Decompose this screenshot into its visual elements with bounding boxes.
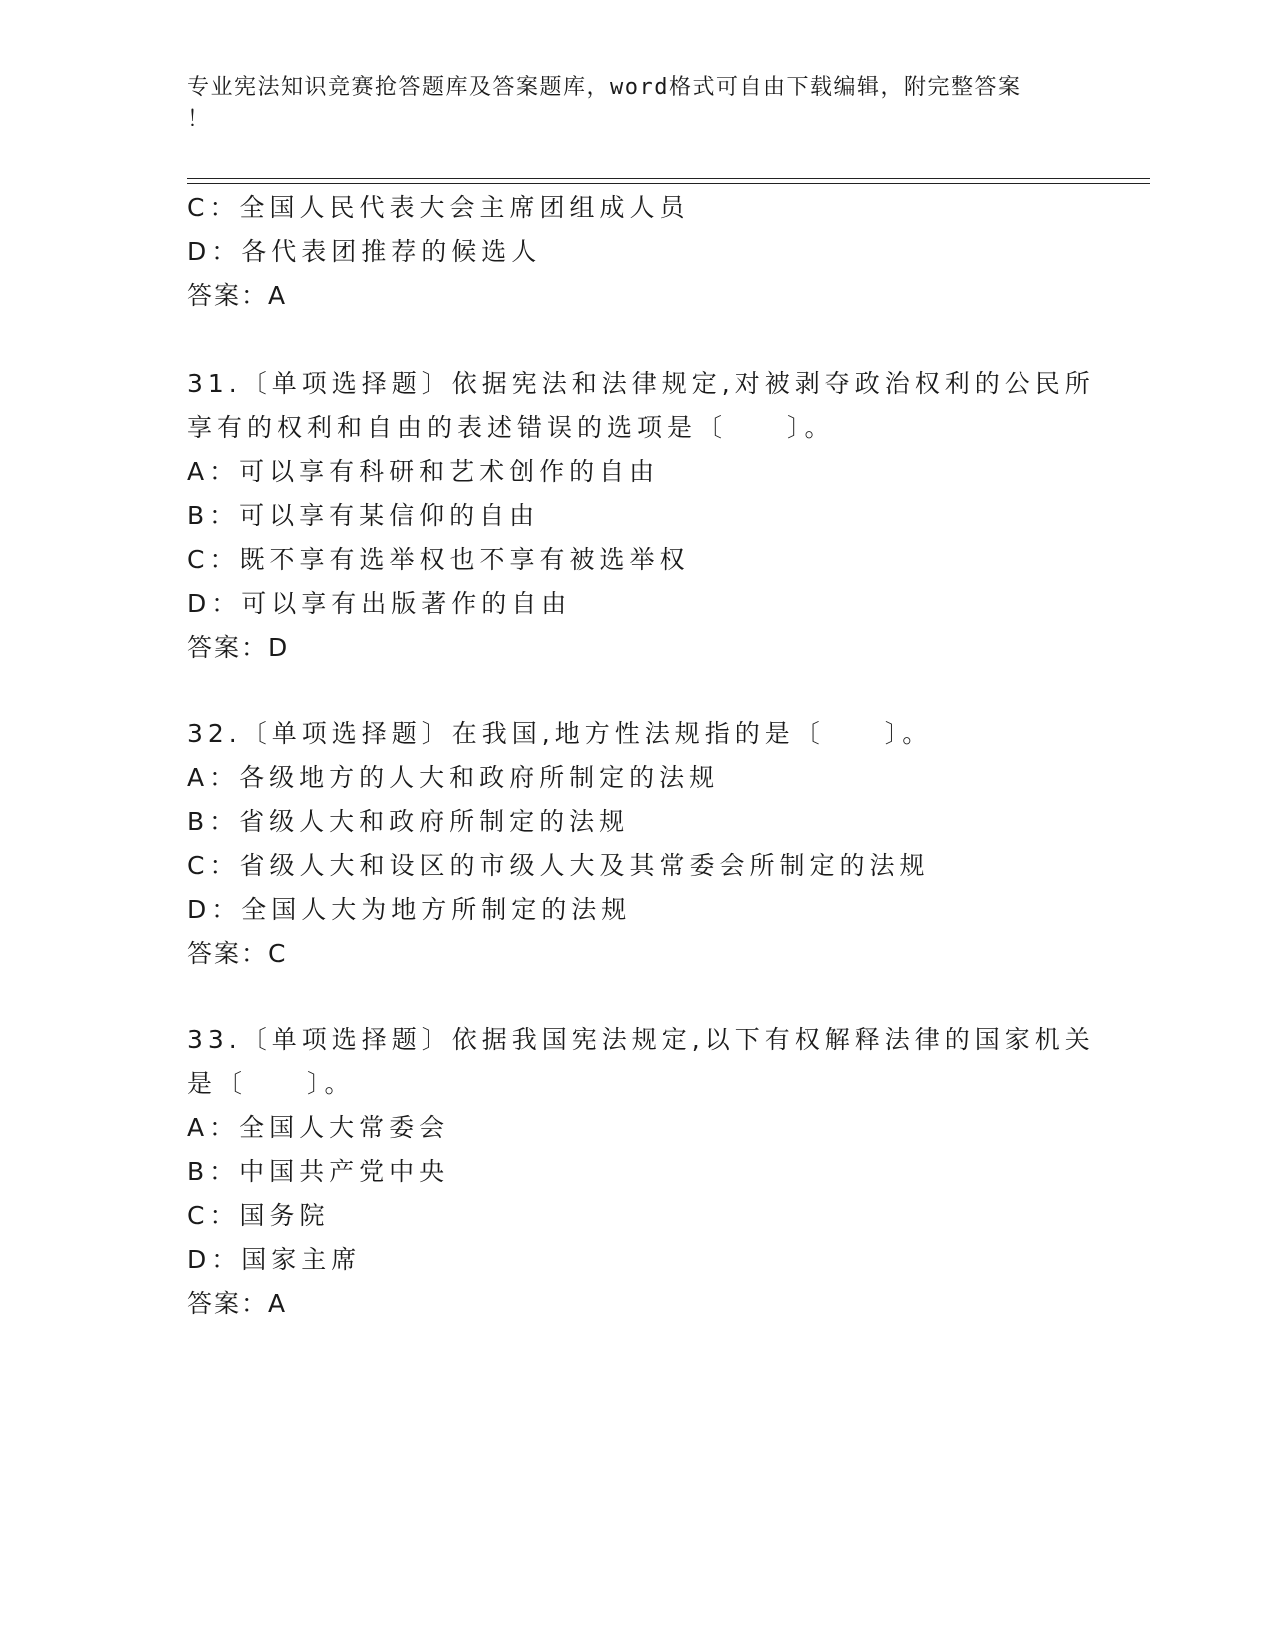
q33-option-a: A：全国人大常委会 xyxy=(187,1113,450,1142)
q31-option-a: A：可以享有科研和艺术创作的自由 xyxy=(187,457,660,486)
page-header xyxy=(187,72,1067,136)
prev-answer: 答案：A xyxy=(187,281,288,310)
header-divider-bottom xyxy=(187,183,1150,184)
header-line-2: ！ xyxy=(187,107,211,132)
q33-stem-line-2: 是〔 〕。 xyxy=(187,1069,355,1098)
q31-answer: 答案：D xyxy=(187,633,290,662)
q33-option-d: D：国家主席 xyxy=(187,1245,362,1274)
q31-stem-line-1: 31.〔单项选择题〕依据宪法和法律规定,对被剥夺政治权利的公民所 xyxy=(187,369,1095,398)
q32-option-d: D：全国人大为地方所制定的法规 xyxy=(187,895,632,924)
q32-option-b: B：省级人大和政府所制定的法规 xyxy=(187,807,630,836)
q32-option-a: A：各级地方的人大和政府所制定的法规 xyxy=(187,763,720,792)
prev-option-d: D：各代表团推荐的候选人 xyxy=(187,237,542,266)
q33-option-b: B：中国共产党中央 xyxy=(187,1157,450,1186)
q31-option-c: C：既不享有选举权也不享有被选举权 xyxy=(187,545,690,574)
q31-option-d: D：可以享有出版著作的自由 xyxy=(187,589,572,618)
q33-option-c: C：国务院 xyxy=(187,1201,330,1230)
header-divider-top xyxy=(187,178,1150,179)
prev-option-c: C：全国人民代表大会主席团组成人员 xyxy=(187,193,690,222)
q31-stem-line-2: 享有的权利和自由的表述错误的选项是〔 〕。 xyxy=(187,413,835,442)
q32-stem-line-1: 32.〔单项选择题〕在我国,地方性法规指的是〔 〕。 xyxy=(187,719,933,748)
q33-stem-line-1: 33.〔单项选择题〕依据我国宪法规定,以下有权解释法律的国家机关 xyxy=(187,1025,1095,1054)
header-line-1: 专业宪法知识竞赛抢答题库及答案题库，word格式可自由下载编辑，附完整答案 xyxy=(187,75,1022,100)
q32-option-c: C：省级人大和设区的市级人大及其常委会所制定的法规 xyxy=(187,851,930,880)
q33-answer: 答案：A xyxy=(187,1289,288,1318)
q32-answer: 答案：C xyxy=(187,939,288,968)
q31-option-b: B：可以享有某信仰的自由 xyxy=(187,501,540,530)
